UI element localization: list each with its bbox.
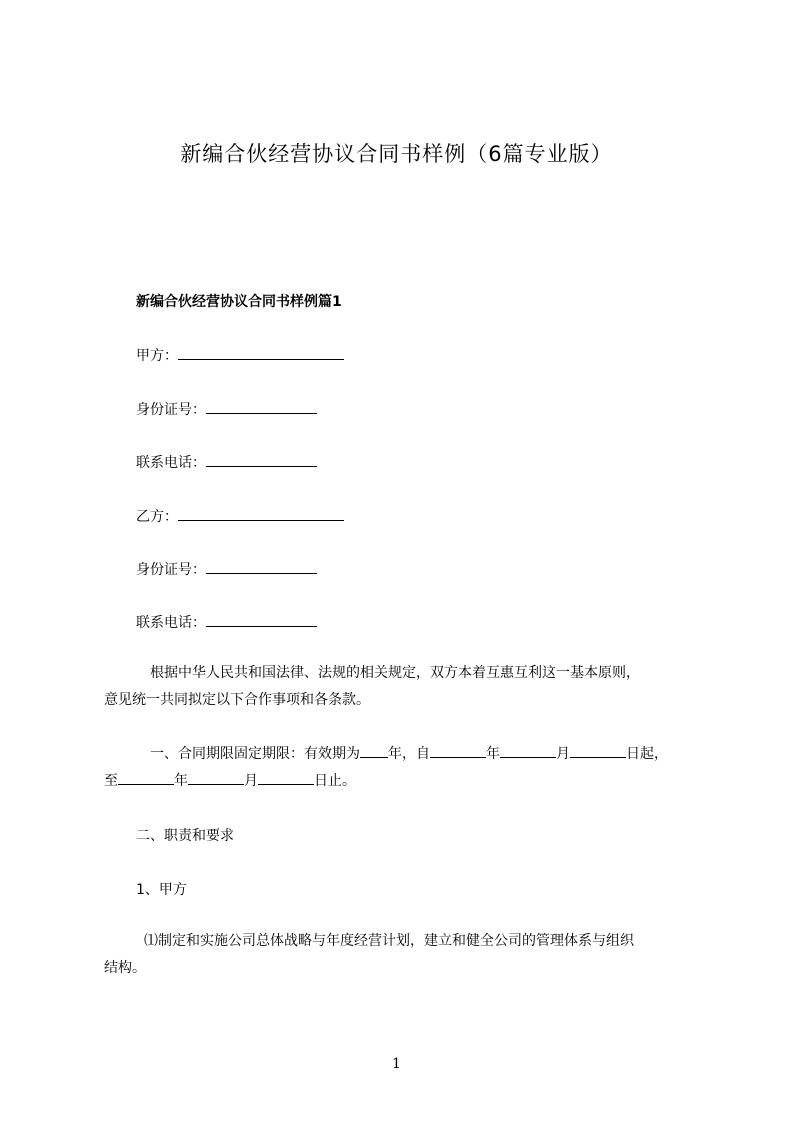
- party-a-blank[interactable]: [178, 345, 344, 360]
- term-clause-line1: [150, 741, 668, 768]
- item-1-line2: 结构。: [104, 960, 146, 976]
- year-text: 年: [486, 746, 500, 762]
- end-day-blank[interactable]: [258, 770, 314, 785]
- end-month-blank[interactable]: [188, 770, 244, 785]
- intro-paragraph-line2: 意见统一共同拟定以下合作事项和各条款。: [104, 692, 370, 708]
- section-2-heading: 二、职责和要求: [136, 828, 234, 844]
- phone-label: 联系电话：: [136, 615, 206, 631]
- term-prefix: 一、合同期限固定期限：有效期为: [150, 746, 360, 762]
- month-text: 月: [556, 746, 570, 762]
- party-b-label: 乙方：: [136, 509, 178, 525]
- sub-heading-party-a: 1、甲方: [136, 882, 187, 898]
- end-text: 日止。: [314, 773, 356, 789]
- start-month-blank[interactable]: [500, 743, 556, 758]
- section-title: 新编合伙经营协议合同书样例篇1: [136, 294, 342, 310]
- party-a-id-line: [136, 399, 317, 419]
- party-b-phone-line: [136, 612, 317, 632]
- month-text: 月: [244, 773, 258, 789]
- term-clause-line2: [104, 768, 356, 795]
- page-number: 1: [392, 1056, 401, 1072]
- term-year-text: 年，自: [388, 746, 430, 762]
- id-label: 身份证号：: [136, 562, 206, 578]
- party-b-phone-blank[interactable]: [206, 612, 317, 627]
- term-years-blank[interactable]: [360, 743, 388, 758]
- party-a-id-blank[interactable]: [206, 399, 317, 414]
- party-b-blank[interactable]: [178, 506, 344, 521]
- phone-label: 联系电话：: [136, 455, 206, 471]
- intro-paragraph-line1: 根据中华人民共和国法律、法规的相关规定，双方本着互惠互利这一基本原则，: [150, 665, 640, 681]
- party-a-label: 甲方：: [136, 348, 178, 364]
- party-a-phone-line: [136, 452, 317, 472]
- party-b-id-line: [136, 559, 317, 579]
- id-label: 身份证号：: [136, 402, 206, 418]
- to-text: 至: [104, 773, 118, 789]
- start-year-blank[interactable]: [430, 743, 486, 758]
- start-day-blank[interactable]: [570, 743, 626, 758]
- party-a-phone-blank[interactable]: [206, 452, 317, 467]
- day-text: 日起，: [626, 746, 668, 762]
- end-year-blank[interactable]: [118, 770, 174, 785]
- document-title: 新编合伙经营协议合同书样例（6篇专业版）: [180, 142, 613, 166]
- party-b-id-blank[interactable]: [206, 559, 317, 574]
- party-a-line: [136, 345, 344, 365]
- item-1-line1: ⑴制定和实施公司总体战略与年度经营计划，建立和健全公司的管理体系与组织: [144, 933, 634, 949]
- party-b-line: [136, 506, 344, 526]
- year-text: 年: [174, 773, 188, 789]
